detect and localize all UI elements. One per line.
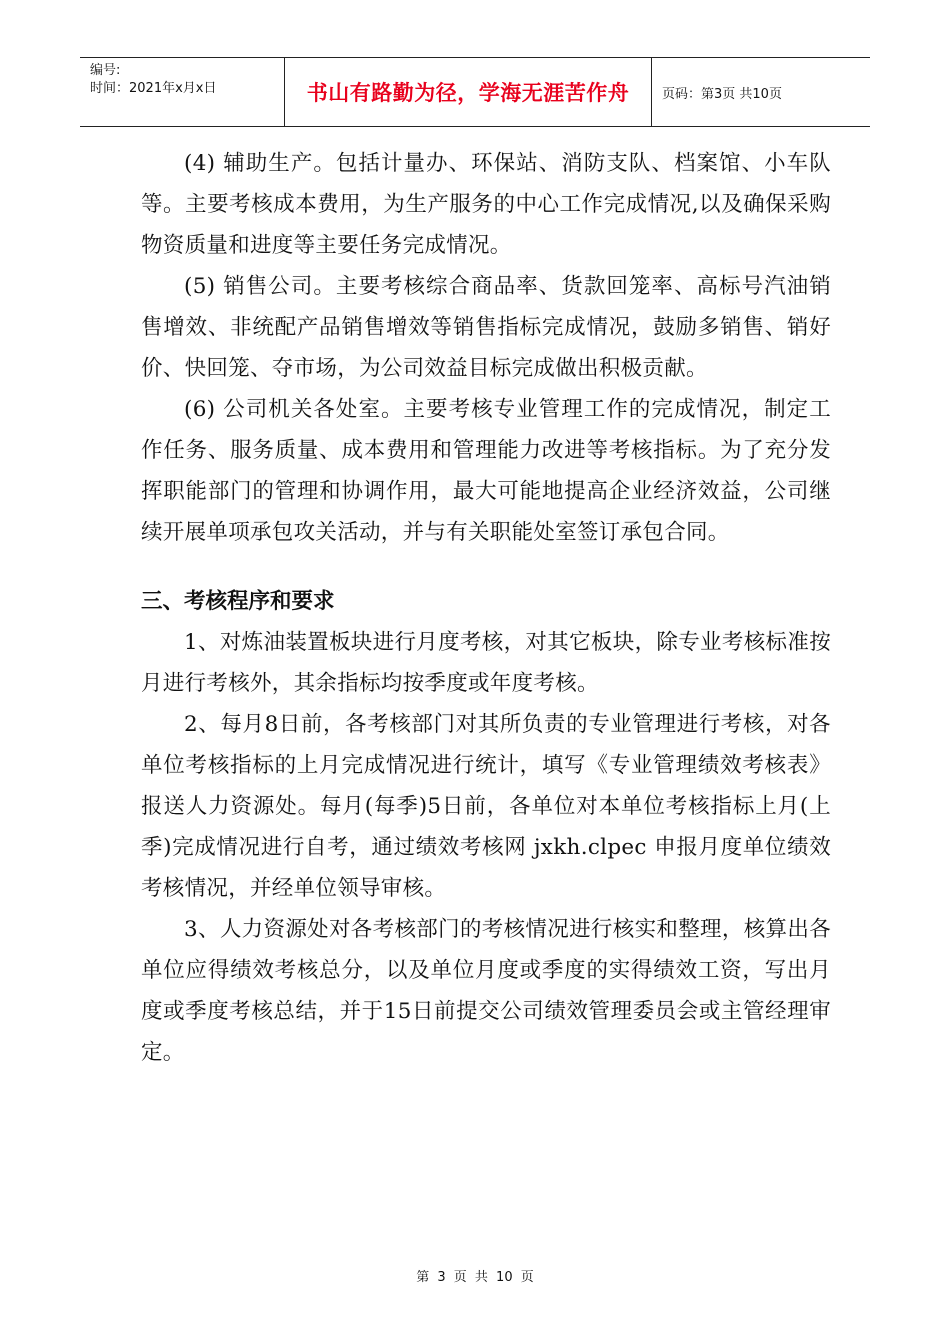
section-item-1: 1、对炼油装置板块进行月度考核，对其它板块，除专业考核标准按月进行考核外，其余指标均按季度或年度考核。	[141, 630, 831, 696]
doc-time-label: 时间：2021年x月x日	[90, 81, 217, 96]
document-body	[141, 143, 831, 1073]
paragraph-auxiliary-production: (4) 辅助生产。包括计量办、环保站、消防支队、档案馆、小车队等。主要考核成本费用，为生产服务的中心工作完成情况,以及确保采购物资质量和进度等主要任务完成情况。	[141, 151, 831, 258]
page-footer: 第 3 页 共 10 页	[416, 1270, 534, 1285]
paragraph-company-offices: (6) 公司机关各处室。主要考核专业管理工作的完成情况，制定工作任务、服务质量、成本费用和管理能力改进等考核指标。为了充分发挥职能部门的管理和协调作用，最大可能地提高企业经济效益，公司继续开展单项承包攻关活动，并与有关职能处室签订承包合同。	[141, 397, 831, 545]
header-page-info: 页码：第3页 共10页	[662, 86, 782, 102]
header-motto: 书山有路勤为径，学海无涯苦作舟	[306, 81, 630, 105]
doc-number-label: 编号:	[90, 63, 121, 78]
page-header	[80, 57, 870, 127]
header-meta	[80, 58, 284, 126]
section-title: 三、考核程序和要求	[141, 589, 335, 614]
paragraph-sales-company: (5) 销售公司。主要考核综合商品率、货款回笼率、高标号汽油销售增效、非统配产品销售增效等销售指标完成情况，鼓励多销售、销好价、快回笼、夺市场，为公司效益目标完成做出积极贡献。	[141, 274, 831, 381]
section-item-3: 3、人力资源处对各考核部门的考核情况进行核实和整理，核算出各单位应得绩效考核总分，以及单位月度或季度的实得绩效工资，写出月度或季度考核总结，并于15日前提交公司绩效管理委员会或主管经理审定。	[141, 917, 831, 1065]
section-item-2: 2、每月8日前，各考核部门对其所负责的专业管理进行考核，对各单位考核指标的上月完成情况进行统计，填写《专业管理绩效考核表》报送人力资源处。每月(每季)5日前，各单位对本单位考核指标上月(上季)完成情况进行自考，通过绩效考核网 jxkh.clpec 申报月度单位绩效考核情况，并经单位领导审核。	[141, 712, 831, 901]
header-motto-cell	[284, 58, 652, 126]
